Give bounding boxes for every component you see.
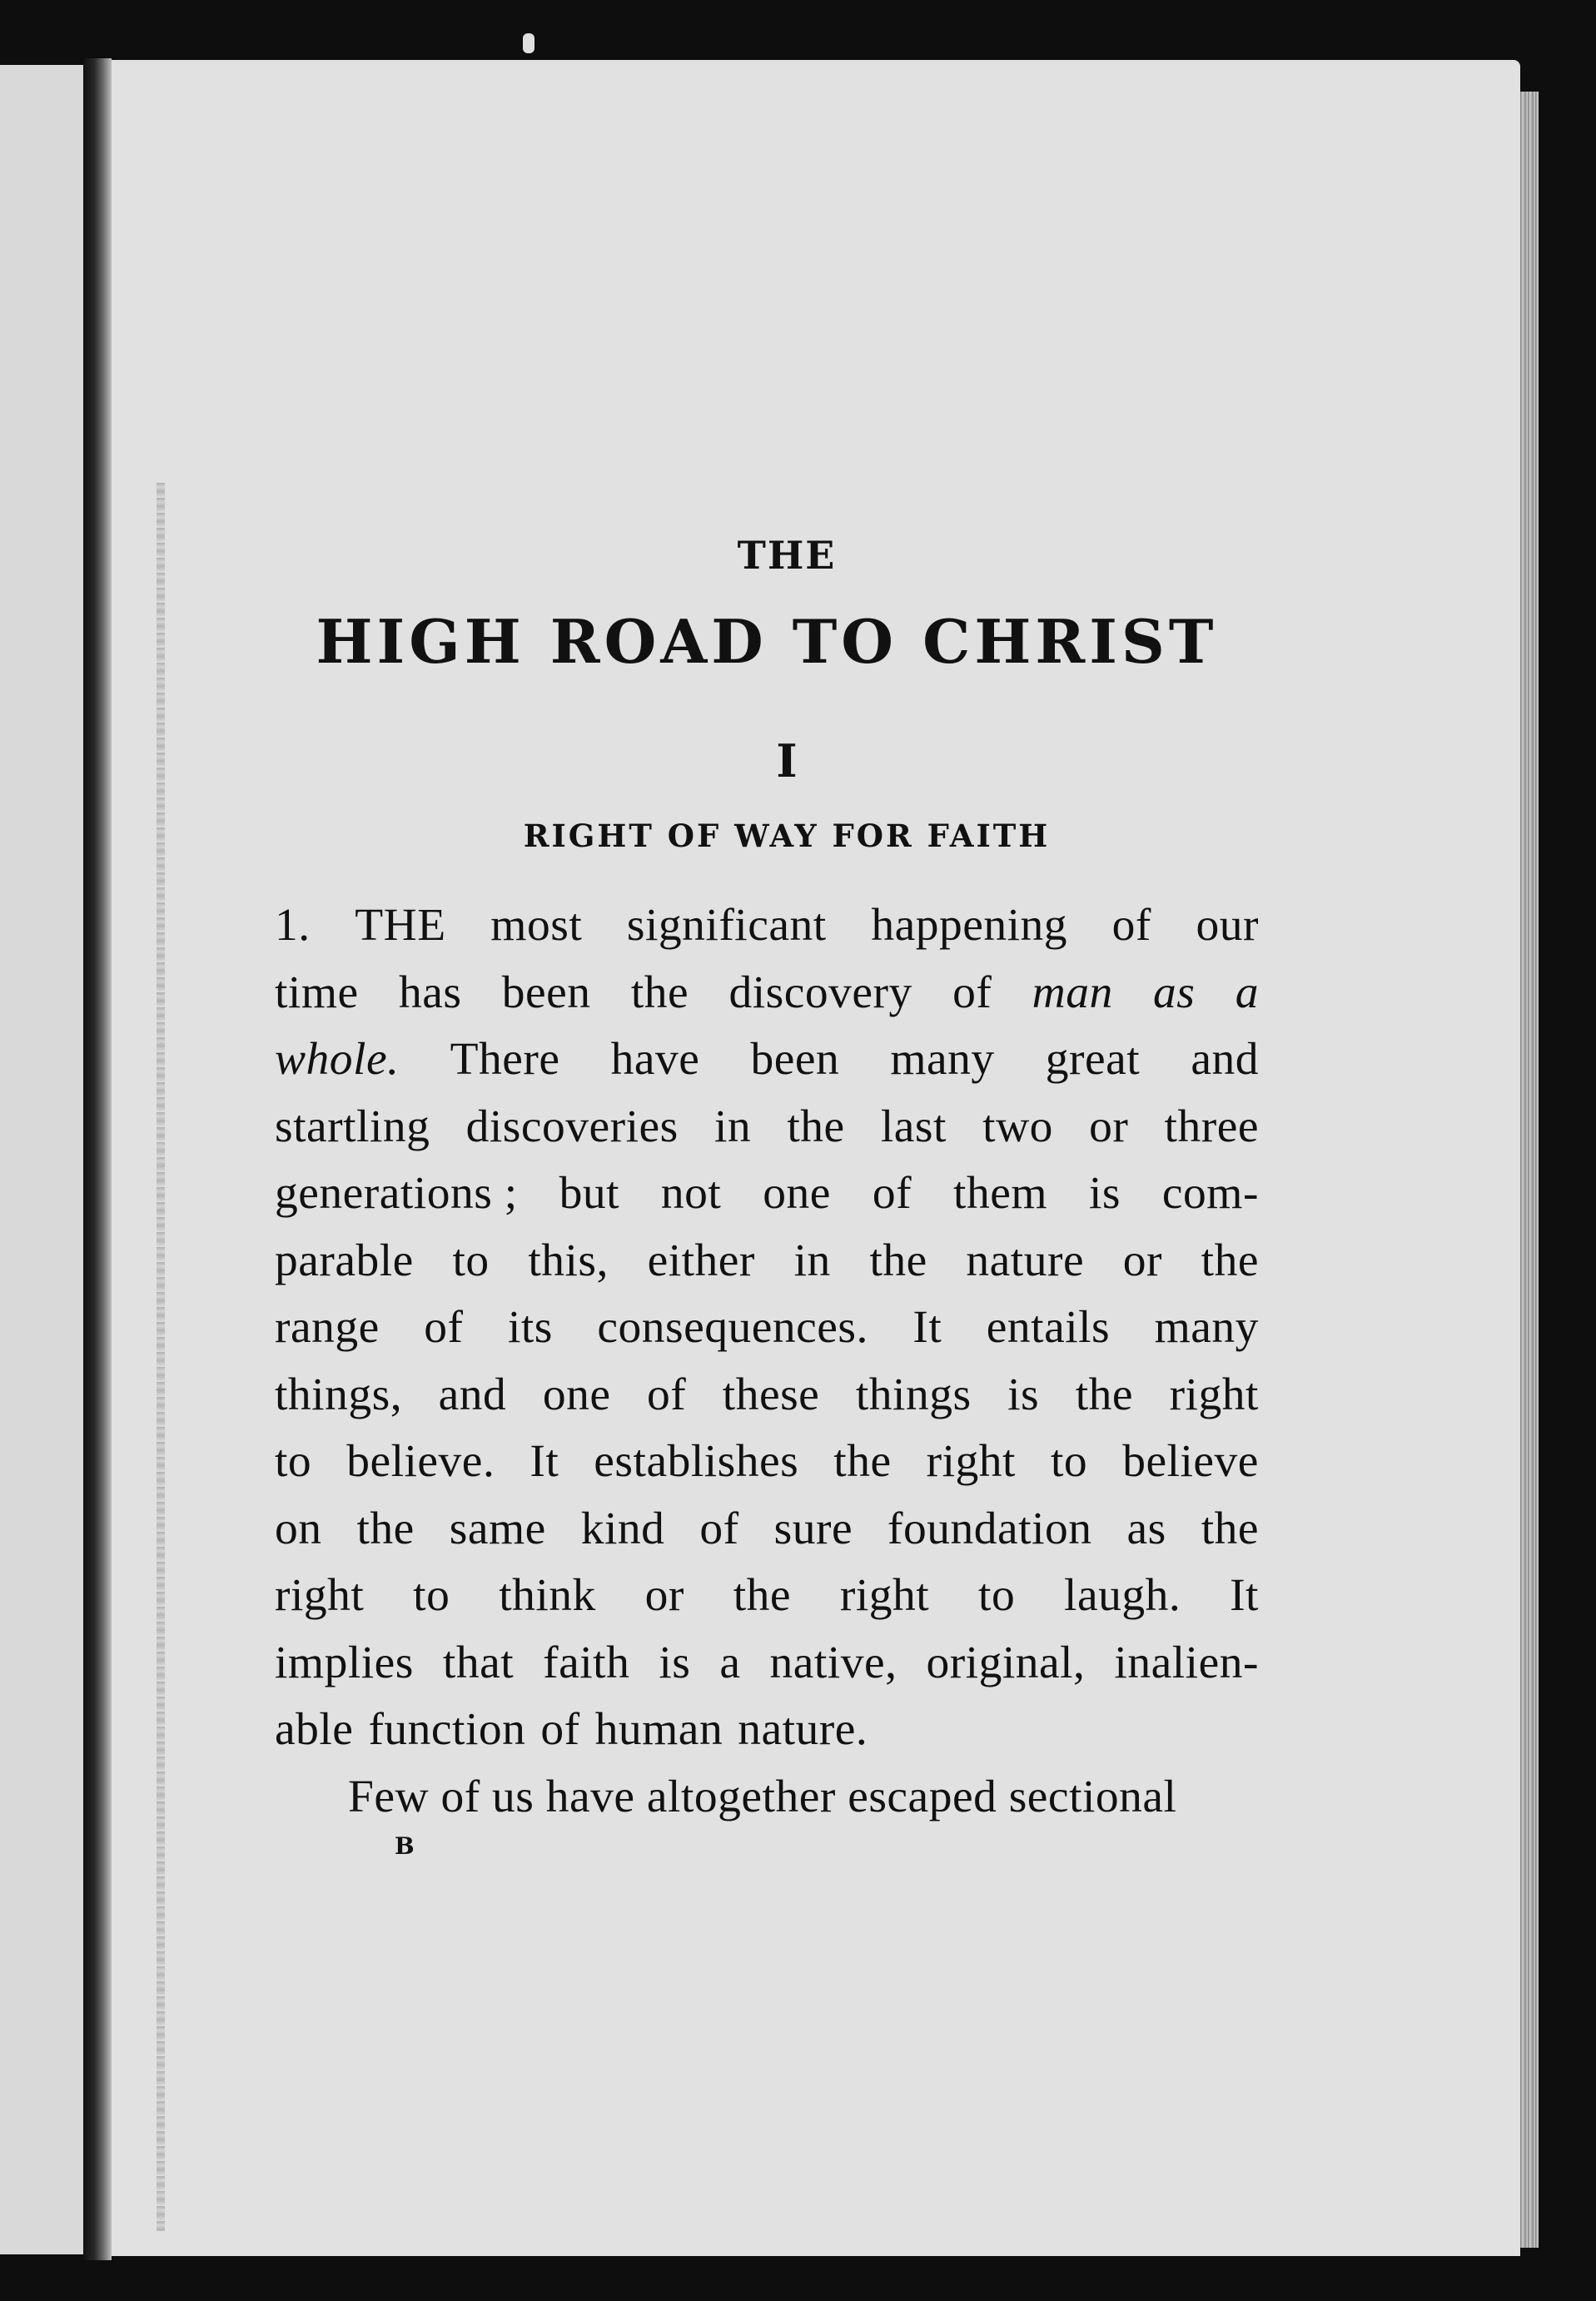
word: the [733,1570,792,1621]
word: is [1007,1369,1040,1420]
word: happening [871,900,1067,951]
word: most [490,900,583,951]
top-spot [523,33,534,53]
word: time [275,967,359,1018]
text-line [275,1362,1259,1429]
word: startling [275,1101,430,1152]
word: It [530,1436,559,1487]
word: There [450,1034,560,1085]
word: the [1201,1235,1259,1286]
text-line [275,1228,1259,1295]
text-line [275,1026,1259,1094]
word: of [1111,900,1151,951]
word: believe. [346,1436,495,1487]
text-line [275,1563,1259,1630]
word: its [507,1302,553,1353]
word: the [869,1235,927,1286]
text-line [275,1160,1259,1228]
word: native, [769,1637,897,1688]
italic-word: whole. [275,1034,400,1085]
word: implies [275,1637,414,1688]
word: or [1089,1101,1129,1152]
word: one [763,1168,831,1219]
word: nature [966,1235,1085,1286]
text-line [275,1496,1259,1563]
word: significant [626,900,827,951]
word: right [926,1436,1016,1487]
word: same [449,1503,546,1554]
word: com- [1161,1168,1259,1219]
body-paragraph-1 [275,892,1259,1831]
word: but [559,1168,619,1219]
italic-word: as [1153,967,1196,1018]
signature-mark: B [395,1832,415,1860]
word: to [978,1570,1016,1621]
text-line [275,1697,1259,1764]
word: generations ; [275,1168,518,1219]
word: either [647,1235,755,1286]
word: original, [926,1637,1086,1688]
text-line [275,892,1259,960]
word: in [793,1235,831,1286]
word: has [398,967,462,1018]
word: and [438,1369,507,1420]
text-line [275,1764,1259,1831]
word: the [1201,1503,1259,1554]
word: the [1075,1369,1134,1420]
word: right [1169,1369,1259,1420]
word: the [630,967,689,1018]
word: believe [1122,1436,1259,1487]
word: THE [355,900,446,951]
word: the [833,1436,892,1487]
text-line [275,1094,1259,1161]
word: to [1051,1436,1088,1487]
word: is [659,1637,691,1688]
word: to [275,1436,312,1487]
word: establishes [594,1436,799,1487]
word: that [442,1637,515,1688]
word: It [912,1302,942,1353]
word: is [1088,1168,1121,1219]
word: able [275,1704,354,1755]
title-article: THE [737,533,837,578]
text-line [275,1429,1259,1496]
word: of [952,967,992,1018]
paragraph-2-first-line: Few of us have altogether escaped sectional [348,1771,1177,1822]
word: foundation [887,1503,1092,1554]
page-content [275,533,1259,1860]
word: laugh. [1064,1570,1181,1621]
word: It [1230,1570,1259,1621]
page-stack-edge [1520,92,1539,2248]
word: of [424,1302,464,1353]
word: entails [986,1302,1111,1353]
word: human [594,1704,723,1755]
word: two [982,1101,1053,1152]
word: discovery [728,967,912,1018]
word: been [501,967,591,1018]
text-line [275,1630,1259,1697]
word: three [1164,1101,1259,1152]
word: our [1196,900,1259,951]
word: discoveries [465,1101,679,1152]
word: sure [773,1503,853,1554]
word: to [452,1235,490,1286]
word: of [647,1369,687,1420]
word: kind [580,1503,665,1554]
chapter-title: RIGHT OF WAY FOR FAITH [523,818,1051,854]
word: been [750,1034,840,1085]
word: not [660,1168,722,1219]
word: consequences. [597,1302,868,1353]
word: of [872,1168,912,1219]
word: in [713,1101,752,1152]
word: right [275,1570,365,1621]
word: things [855,1369,972,1420]
word: or [644,1570,684,1621]
word: great [1045,1034,1141,1085]
text-line [275,960,1259,1027]
word: to [413,1570,450,1621]
word: inalien- [1114,1637,1259,1688]
book-title: HIGH ROAD TO CHRIST [316,606,1218,677]
italic-word: a [1235,967,1259,1018]
word: of [699,1503,739,1554]
word: many [1154,1302,1259,1353]
word: right [839,1570,930,1621]
word: range [275,1302,380,1353]
word: think [499,1570,596,1621]
word: and [1191,1034,1259,1085]
word: have [610,1034,700,1085]
word: on [275,1503,322,1554]
word: last [880,1101,947,1152]
word: one [542,1369,611,1420]
word: as [1126,1503,1166,1554]
word: parable [275,1235,414,1286]
italic-word: man [1032,967,1113,1018]
binding-shadow [157,483,165,2231]
word: function [368,1704,526,1755]
facing-page-edge [0,65,83,2254]
word: the [787,1101,845,1152]
word: nature. [738,1704,868,1755]
word: or [1122,1235,1162,1286]
word: the [356,1503,415,1554]
word: things, [275,1369,403,1420]
word: this, [528,1235,609,1286]
text-line [275,1295,1259,1362]
word: them [953,1168,1048,1219]
word: a [719,1637,741,1688]
book-gutter [83,58,112,2260]
word: many [890,1034,995,1085]
chapter-number: I [776,734,798,788]
word: of [540,1704,580,1755]
word: faith [543,1637,630,1688]
word: 1. [275,900,311,951]
word: these [722,1369,820,1420]
